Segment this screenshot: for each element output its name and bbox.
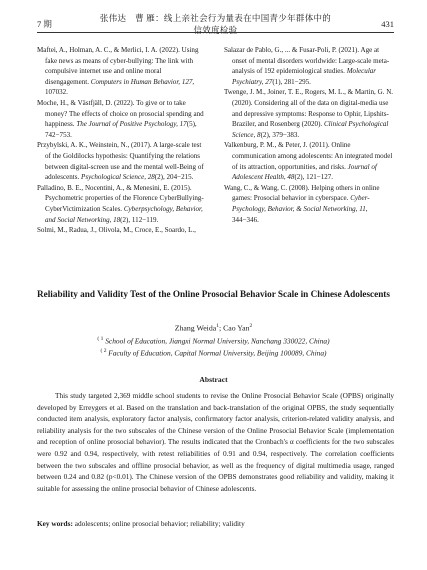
reference-tail: (2), 379−383. — [260, 130, 300, 139]
affiliation-1 — [0, 334, 427, 346]
running-header — [37, 13, 394, 35]
reference-tail: (2), 112−119. — [120, 215, 159, 224]
reference-text: Palladino, B. E., Nocentini, A., & Menesini, E. (2015). Psychometric properties of the Florence CyberBullying-CyberVictimization Scales. — [37, 183, 204, 213]
reference-tail: (1), 281−295. — [272, 77, 311, 86]
reference-entry — [224, 45, 394, 87]
reference-source: Journal of Adolescent Health, 48 — [232, 162, 377, 182]
reference-entry — [37, 225, 207, 236]
reference-entry — [37, 98, 207, 140]
reference-list — [37, 45, 394, 236]
reference-source: Cyberpsychology, Behavior, and Social Networking, 18 — [45, 204, 203, 224]
affiliation-2 — [0, 346, 427, 358]
reference-entry — [37, 45, 207, 98]
reference-entry — [37, 183, 207, 225]
reference-tail: (2), 121−127. — [294, 173, 334, 182]
reference-source: The Journal of Positive Psychology, 17 — [76, 120, 187, 129]
keywords-list: adolescents; online prosocial behavior; reliability; validity — [72, 519, 245, 528]
reference-source: Molecular Psychiatry, 27 — [232, 67, 377, 86]
keywords-label: Key words: — [37, 519, 73, 528]
affiliation-2-mark: ( 2 — [100, 348, 107, 354]
reference-text: Twenge, J. M., Joiner, T. E., Rogers, M. L., & Martin, G. N. (2020). Considering all of the data on digital-media use and depressive symptoms: Response to Ophir, Lipshits-Braziler, and Rosenberg (2020). — [224, 88, 394, 129]
reference-text: Salazar de Pablo, G., ... & Fusar-Poli, P. (2021). Age at onset of mental disorders worldwide: Large-scale meta-analysis of 192 epidemiological studies. — [224, 46, 390, 76]
author-2-affil-mark: 2 — [249, 323, 253, 329]
reference-tail: , 107032. — [45, 77, 195, 97]
reference-source: Psychological Science, 28 — [81, 173, 155, 182]
reference-column-right — [224, 45, 394, 236]
header-rule — [37, 32, 394, 33]
running-title: 张伟达 曹 雁：线上亲社会行为量表在中国青少年群体中的信效度检验 — [99, 13, 332, 35]
issue-number: 7 期 — [37, 19, 52, 29]
author-2: ; Cao Yan — [218, 323, 250, 333]
reference-tail: (5), 742−753. — [45, 120, 197, 139]
reference-text: Valkenburg, P. M., & Peter, J. (2011). Online communication among adolescents: An integrated model of its attraction, opportunities, and risks. — [224, 141, 393, 171]
article-title: Reliability and Validity Test of the Online Prosocial Behavior Scale in Chinese Adolescents — [37, 289, 390, 299]
affiliation-2-text: Faculty of Education, Capital Normal University, Beijing 100089, China) — [106, 348, 327, 358]
reference-column-left — [37, 45, 207, 236]
reference-entry — [224, 140, 394, 182]
reference-entry — [37, 140, 207, 182]
author-line — [0, 321, 427, 334]
reference-tail: , 344−346. — [232, 204, 368, 224]
affiliation-1-mark: ( 1 — [97, 336, 104, 342]
reference-tail: (2), 204−215. — [154, 173, 194, 182]
author-1: Zhang Weida — [174, 323, 217, 333]
reference-entry — [224, 183, 394, 225]
reference-source: Computers in Human Behavior, 127 — [90, 77, 193, 86]
reference-text: Przybylski, A. K., Weinstein, N., (2017). A large-scale test of the Goldilocks hypothesis: Quantifying the relations between digital-screen use and the mental well-Being of adolescents. — [37, 141, 204, 182]
reference-text: Maftei, A., Holman, A. C., & Merlici, I. A. (2022). Using fake news as means of cyber-bullying: The link with compulsive internet use and online moral disengagement. — [37, 46, 199, 86]
author-1-affil-mark: 1 — [216, 323, 219, 329]
reference-text: Moche, H., & Västfjäll, D. (2022). To give or to take money? The effects of choice on prosocial spending and happiness. — [37, 98, 204, 129]
reference-text: Solmi, M., Radua, J., Olivola, M., Croce, E., Soardo, L., — [37, 226, 196, 235]
affiliation-1-text: School of Education, Jiangxi Normal University, Nanchang 330022, China) — [103, 336, 330, 346]
abstract-body: This study targeted 2,369 middle school students to revise the Online Prosocial Behavior Scale (OPBS) originally developed by Erreygers et al. Based on the translation and back-translation of the original OPBS, the study sequentially conducted item analysis, exploratory factor analysis, confirmatory factor analysis, criterion-related validity analysis, and reliability analysis for the two subscales of the Chinese version of the Online Prosocial Behavior Scale (implementation and reception of online prosocial behavior). The results indicated that the Cronbach's α coefficients for the two subscales were 0.92 and 0.94, respectively, with retest reliabilities of 0.91 and 0.94, respectively. The correlation coefficients between the two subscales and offline prosocial behavior, as well as the frequency of digital multimedia usage, ranged between 0.24 and 0.82 (p<0.01). The Chinese version of the OPBS demonstrates good reliability and validity, making it suitable for assessing the online prosocial behavior of Chinese adolescents. — [37, 391, 394, 493]
page-number: 431 — [381, 19, 394, 29]
reference-text: Wang, C., & Wang, C. (2008). Helping others in online games: Prosocial behavior in cyberspace. — [224, 183, 380, 203]
reference-source: Clinical Psychological Science, 8 — [232, 120, 389, 139]
abstract-heading: Abstract — [199, 375, 228, 384]
keywords — [37, 518, 394, 529]
reference-entry — [224, 87, 394, 140]
reference-source: Cyber-Psychology, Behavior, & Social Networking, 11 — [232, 194, 370, 213]
